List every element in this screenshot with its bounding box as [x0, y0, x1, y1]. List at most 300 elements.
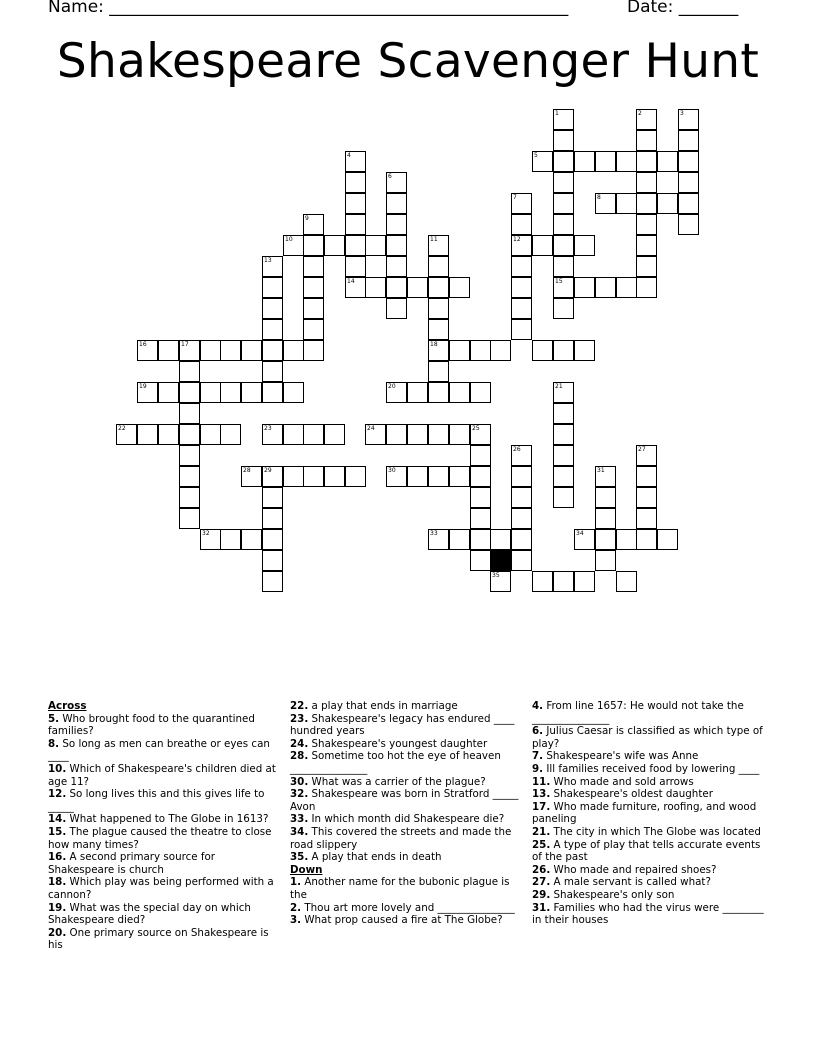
crossword-cell[interactable] [262, 340, 283, 361]
cell-number: 28 [243, 467, 251, 474]
clue-text: One primary source on Shakespeare is his [48, 926, 269, 952]
clue-number: 5. [48, 712, 60, 725]
clue-number: 15. [48, 825, 67, 838]
crossword-cell[interactable] [324, 424, 345, 445]
crossword-cell[interactable] [262, 361, 283, 382]
clue-text: What prop caused a fire at The Globe? [301, 914, 503, 927]
crossword-cell[interactable] [616, 529, 637, 550]
clue-number: 4. [532, 700, 544, 712]
crossword-cell[interactable] [449, 424, 470, 445]
crossword-cell[interactable] [303, 298, 324, 319]
crossword-cell[interactable] [490, 529, 511, 550]
crossword-cell[interactable] [241, 382, 262, 403]
crossword-cell[interactable] [470, 487, 491, 508]
crossword-cell[interactable] [553, 382, 574, 403]
crossword-cell[interactable] [511, 529, 532, 550]
crossword-cell[interactable] [616, 277, 637, 298]
cell-number: 21 [555, 383, 563, 390]
crossword-cell[interactable] [283, 235, 304, 256]
clue-text: Who made furniture, roofing, and wood paneling [532, 800, 757, 826]
clue-text: Julius Caesar is classified as which type of play? [532, 725, 763, 750]
crossword-cell[interactable] [262, 319, 283, 340]
crossword-cell[interactable] [345, 214, 366, 235]
clue-text: Who brought food to the quarantined families? [48, 712, 255, 738]
crossword-cell[interactable] [137, 340, 158, 361]
crossword-cell[interactable] [511, 277, 532, 298]
crossword-cell[interactable] [220, 340, 241, 361]
crossword-cell[interactable] [532, 571, 553, 592]
crossword-cell[interactable] [574, 151, 595, 172]
crossword-cell[interactable] [678, 172, 699, 193]
cell-number: 20 [388, 383, 396, 390]
clue-number: 11. [532, 775, 551, 788]
crossword-cell[interactable] [636, 109, 657, 130]
crossword-cell[interactable] [511, 466, 532, 487]
crossword-cell[interactable] [386, 298, 407, 319]
crossword-cell[interactable] [553, 424, 574, 445]
crossword-cell[interactable] [470, 529, 491, 550]
crossword-cell[interactable] [449, 382, 470, 403]
clue-number: 24. [290, 737, 309, 750]
crossword-cell[interactable] [657, 529, 678, 550]
name-field[interactable]: Name: ______________________________________________________ [48, 0, 569, 17]
crossword-cell[interactable] [179, 424, 200, 445]
crossword-cell[interactable] [678, 214, 699, 235]
crossword-cell[interactable] [636, 172, 657, 193]
cell-number: 19 [139, 383, 147, 390]
crossword-cell[interactable] [324, 235, 345, 256]
crossword-cell[interactable] [179, 340, 200, 361]
cell-number: 14 [347, 278, 355, 285]
clue-text: The plague caused the theatre to close how many times? [48, 825, 272, 851]
crossword-cell[interactable] [553, 193, 574, 214]
crossword-cell[interactable] [345, 277, 366, 298]
clue-item [532, 826, 764, 839]
crossword-cell[interactable] [595, 508, 616, 529]
crossword-cell[interactable] [532, 235, 553, 256]
crossword-cell[interactable] [616, 571, 637, 592]
clue-number: 3. [290, 914, 302, 927]
cell-number: 27 [638, 446, 646, 453]
crossword-cell[interactable] [407, 382, 428, 403]
crossword-cell[interactable] [262, 550, 283, 571]
crossword-cell[interactable] [262, 298, 283, 319]
clue-number: 6. [532, 725, 544, 738]
crossword-cell[interactable] [636, 151, 657, 172]
clue-text: So long lives this and this gives life to _____ [48, 788, 265, 813]
crossword-cell[interactable] [345, 466, 366, 487]
crossword-cell[interactable] [657, 151, 678, 172]
crossword-cell[interactable] [283, 382, 304, 403]
crossword-cell[interactable] [386, 214, 407, 235]
clue-number: 34. [290, 825, 309, 838]
crossword-cell[interactable] [511, 445, 532, 466]
clue-number: 22. [290, 700, 309, 712]
crossword-cell[interactable] [511, 319, 532, 340]
crossword-cell[interactable] [428, 424, 449, 445]
crossword-cell[interactable] [428, 298, 449, 319]
crossword-cell[interactable] [553, 256, 574, 277]
crossword-cell[interactable] [262, 466, 283, 487]
crossword-cell[interactable] [636, 235, 657, 256]
crossword-cell[interactable] [574, 529, 595, 550]
crossword-cell[interactable] [574, 571, 595, 592]
crossword-cell[interactable] [345, 193, 366, 214]
clue-number: 18. [48, 876, 67, 889]
crossword-cell[interactable] [200, 340, 221, 361]
crossword-cell[interactable] [428, 235, 449, 256]
clue-text: Shakespeare's oldest daughter [550, 788, 713, 801]
crossword-cell[interactable] [262, 487, 283, 508]
crossword-cell[interactable] [449, 340, 470, 361]
clue-item [48, 738, 276, 763]
crossword-cell[interactable] [324, 466, 345, 487]
clue-item [48, 826, 276, 851]
date-field[interactable]: Date: _______ [627, 0, 739, 17]
cell-number: 33 [430, 530, 438, 537]
cell-number: 3 [680, 110, 684, 117]
cell-number: 29 [264, 467, 272, 474]
crossword-cell[interactable] [428, 319, 449, 340]
crossword-cell[interactable] [553, 151, 574, 172]
clue-item [532, 876, 764, 889]
black-cell [490, 550, 511, 571]
crossword-cell[interactable] [553, 277, 574, 298]
crossword-cell[interactable] [407, 466, 428, 487]
cell-number: 10 [285, 236, 293, 243]
crossword-cell[interactable] [345, 256, 366, 277]
clue-text: Thou art more lovely and _______________ [301, 901, 515, 914]
cell-number: 16 [139, 341, 147, 348]
crossword-cell[interactable] [470, 550, 491, 571]
crossword-cell[interactable] [511, 487, 532, 508]
crossword-cell[interactable] [511, 256, 532, 277]
clue-item [290, 750, 522, 775]
crossword-cell[interactable] [179, 487, 200, 508]
clue-text: a play that ends in marriage [308, 700, 458, 712]
crossword-cell[interactable] [636, 277, 657, 298]
crossword-cell[interactable] [511, 214, 532, 235]
crossword-cell[interactable] [303, 319, 324, 340]
clue-section-heading [290, 864, 522, 877]
crossword-cell[interactable] [636, 529, 657, 550]
clue-text: Sometime too hot the eye of heaven _______________ [290, 750, 501, 775]
crossword-cell[interactable] [470, 508, 491, 529]
cell-number: 2 [638, 110, 642, 117]
cell-number: 18 [430, 341, 438, 348]
crossword-cell[interactable] [220, 529, 241, 550]
clue-item [290, 776, 522, 789]
crossword-cell[interactable] [386, 235, 407, 256]
crossword-cell[interactable] [241, 340, 262, 361]
clue-number: 7. [532, 750, 544, 763]
crossword-cell[interactable] [303, 277, 324, 298]
clue-text: What happened to The Globe in 1613? [66, 813, 269, 826]
crossword-cell[interactable] [428, 466, 449, 487]
crossword-cell[interactable] [470, 340, 491, 361]
crossword-cell[interactable] [220, 382, 241, 403]
crossword-cell[interactable] [179, 466, 200, 487]
crossword-cell[interactable] [470, 424, 491, 445]
clue-item [290, 788, 522, 813]
crossword-cell[interactable] [179, 361, 200, 382]
crossword-cell[interactable] [511, 235, 532, 256]
crossword-cell[interactable] [407, 424, 428, 445]
crossword-cell[interactable] [616, 193, 637, 214]
crossword-cell[interactable] [345, 172, 366, 193]
crossword-cell[interactable] [345, 151, 366, 172]
crossword-cell[interactable] [553, 298, 574, 319]
crossword-cell[interactable] [262, 571, 283, 592]
clue-text: Which of Shakespeare's children died at age 11? [48, 762, 276, 788]
clue-text: A play that ends in death [308, 851, 442, 864]
crossword-cell[interactable] [449, 529, 470, 550]
crossword-cell[interactable] [678, 193, 699, 214]
crossword-cell[interactable] [553, 571, 574, 592]
clue-text: A male servant is called what? [550, 876, 711, 889]
crossword-cell[interactable] [179, 382, 200, 403]
crossword-cell[interactable] [303, 424, 324, 445]
crossword-cell[interactable] [553, 172, 574, 193]
cell-number: 30 [388, 467, 396, 474]
crossword-cell[interactable] [532, 340, 553, 361]
crossword-cell[interactable] [553, 130, 574, 151]
crossword-cell[interactable] [179, 403, 200, 424]
crossword-cell[interactable] [428, 529, 449, 550]
crossword-cell[interactable] [636, 193, 657, 214]
clue-item [532, 750, 764, 763]
crossword-cell[interactable] [220, 424, 241, 445]
crossword-cell[interactable] [490, 571, 511, 592]
cell-number: 12 [513, 236, 521, 243]
crossword-cell[interactable] [532, 151, 553, 172]
crossword-cell[interactable] [386, 424, 407, 445]
crossword-cell[interactable] [262, 382, 283, 403]
crossword-cell[interactable] [179, 508, 200, 529]
clue-text: Who made and repaired shoes? [550, 863, 717, 876]
crossword-cell[interactable] [200, 529, 221, 550]
crossword-cell[interactable] [262, 256, 283, 277]
clue-item [48, 713, 276, 738]
clue-number: 16. [48, 851, 67, 864]
crossword-cell[interactable] [595, 277, 616, 298]
crossword-cell[interactable] [241, 529, 262, 550]
crossword-cell[interactable] [428, 382, 449, 403]
clue-text: What was the special day on which Shakespeare died? [48, 901, 251, 927]
clue-number: 1. [290, 876, 302, 889]
crossword-cell[interactable] [574, 277, 595, 298]
crossword-cell[interactable] [490, 340, 511, 361]
crossword-cell[interactable] [386, 466, 407, 487]
crossword-cell[interactable] [511, 193, 532, 214]
clue-number: 8. [48, 737, 60, 750]
crossword-cell[interactable] [283, 424, 304, 445]
crossword-cell[interactable] [511, 508, 532, 529]
crossword-cell[interactable] [595, 529, 616, 550]
clue-number: 12. [48, 788, 67, 801]
cell-number: 4 [347, 152, 351, 159]
crossword-cell[interactable] [158, 424, 179, 445]
crossword-cell[interactable] [470, 445, 491, 466]
crossword-cell[interactable] [511, 550, 532, 571]
crossword-cell[interactable] [636, 214, 657, 235]
clue-number: 26. [532, 863, 551, 876]
crossword-cell[interactable] [386, 277, 407, 298]
clue-number: 23. [290, 712, 309, 725]
clue-item [48, 788, 276, 813]
crossword-cell[interactable] [636, 508, 657, 529]
cell-number: 5 [534, 152, 538, 159]
crossword-cell[interactable] [428, 361, 449, 382]
cell-number: 13 [264, 257, 272, 264]
crossword-cell[interactable] [262, 277, 283, 298]
cell-number: 35 [492, 572, 500, 579]
crossword-cell[interactable] [595, 193, 616, 214]
crossword-cell[interactable] [574, 340, 595, 361]
clue-section-heading [48, 700, 276, 713]
crossword-cell[interactable] [553, 214, 574, 235]
crossword-cell[interactable] [262, 529, 283, 550]
clue-item [48, 851, 276, 876]
crossword-cell[interactable] [386, 193, 407, 214]
clue-item [532, 788, 764, 801]
clue-text: So long as men can breathe or eyes can ____ [48, 737, 270, 763]
cell-number: 24 [367, 425, 375, 432]
crossword-cell[interactable] [553, 403, 574, 424]
crossword-cell[interactable] [470, 466, 491, 487]
cell-number: 31 [597, 467, 605, 474]
crossword-cell[interactable] [200, 424, 221, 445]
crossword-cell[interactable] [595, 487, 616, 508]
crossword-cell[interactable] [303, 466, 324, 487]
crossword-cell[interactable] [345, 235, 366, 256]
crossword-cell[interactable] [636, 487, 657, 508]
crossword-cell[interactable] [553, 109, 574, 130]
crossword-cell[interactable] [636, 445, 657, 466]
clue-item [532, 889, 764, 902]
crossword-cell[interactable] [179, 445, 200, 466]
crossword-cell[interactable] [158, 340, 179, 361]
crossword-cell[interactable] [574, 235, 595, 256]
clue-text: From line 1657: He would not take the _______________ [532, 700, 744, 725]
crossword-cell[interactable] [365, 235, 386, 256]
crossword-cell[interactable] [386, 172, 407, 193]
clue-item [532, 700, 764, 725]
crossword-cell[interactable] [553, 340, 574, 361]
crossword-cell[interactable] [262, 508, 283, 529]
crossword-cell[interactable] [303, 214, 324, 235]
crossword-cell[interactable] [262, 424, 283, 445]
clue-number: 32. [290, 788, 309, 801]
clue-item [290, 738, 522, 751]
crossword-cell[interactable] [616, 151, 637, 172]
crossword-cell[interactable] [678, 109, 699, 130]
clue-item [532, 763, 764, 776]
clue-text: A type of play that tells accurate events of the past [532, 838, 761, 864]
crossword-cell[interactable] [553, 235, 574, 256]
clue-item [290, 902, 522, 915]
crossword-cell[interactable] [636, 466, 657, 487]
clue-item [48, 876, 276, 901]
crossword-cell[interactable] [158, 382, 179, 403]
crossword-cell[interactable] [303, 256, 324, 277]
crossword-cell[interactable] [303, 235, 324, 256]
crossword-cell[interactable] [595, 550, 616, 571]
crossword-cell[interactable] [595, 151, 616, 172]
crossword-cell[interactable] [116, 424, 137, 445]
crossword-cell[interactable] [365, 277, 386, 298]
crossword-cell[interactable] [428, 277, 449, 298]
clue-text: The city in which The Globe was located [550, 825, 761, 838]
crossword-cell[interactable] [303, 340, 324, 361]
clue-item [532, 864, 764, 877]
crossword-cell[interactable] [137, 424, 158, 445]
clue-column-1 [48, 700, 276, 952]
crossword-cell[interactable] [636, 256, 657, 277]
crossword-cell[interactable] [511, 298, 532, 319]
clue-item [48, 763, 276, 788]
clue-number: 28. [290, 750, 309, 763]
cell-number: 1 [555, 110, 559, 117]
crossword-cell[interactable] [678, 151, 699, 172]
cell-number: 15 [555, 278, 563, 285]
crossword-cell[interactable] [386, 382, 407, 403]
crossword-cell[interactable] [678, 130, 699, 151]
crossword-cell[interactable] [636, 130, 657, 151]
clue-item [48, 813, 276, 826]
cell-number: 11 [430, 236, 438, 243]
clue-text: Which play was being performed with a cannon? [48, 876, 274, 901]
crossword-cell[interactable] [553, 487, 574, 508]
crossword-cell[interactable] [470, 382, 491, 403]
crossword-cell[interactable] [200, 382, 221, 403]
clue-item [48, 927, 276, 952]
clue-text: In which month did Shakespeare die? [308, 813, 505, 826]
crossword-cell[interactable] [657, 193, 678, 214]
cell-number: 34 [576, 530, 584, 537]
crossword-cell[interactable] [595, 466, 616, 487]
crossword-cell[interactable] [241, 466, 262, 487]
cell-number: 7 [513, 194, 517, 201]
clue-text: Who made and sold arrows [550, 775, 694, 788]
crossword-cell[interactable] [386, 256, 407, 277]
crossword-cell[interactable] [428, 256, 449, 277]
crossword-cell[interactable] [449, 277, 470, 298]
clue-text: Shakespeare was born in Stratford _____ Avon [290, 788, 519, 813]
cell-number: 26 [513, 446, 521, 453]
clue-number: 10. [48, 762, 67, 775]
crossword-cell[interactable] [283, 340, 304, 361]
clue-text: Shakespeare's youngest daughter [308, 737, 488, 750]
clue-text: Families who had the virus were ________ in their houses [532, 901, 764, 927]
cell-number: 6 [388, 173, 392, 180]
clue-number: 30. [290, 775, 309, 788]
clue-item [290, 713, 522, 738]
crossword-cell[interactable] [407, 277, 428, 298]
crossword-cell[interactable] [553, 466, 574, 487]
crossword-cell[interactable] [365, 424, 386, 445]
crossword-cell[interactable] [137, 382, 158, 403]
clue-text: What was a carrier of the plague? [308, 775, 486, 788]
crossword-cell[interactable] [449, 466, 470, 487]
clue-number: 2. [290, 901, 302, 914]
clue-item [532, 725, 764, 750]
clue-number: 13. [532, 788, 551, 801]
crossword-cell[interactable] [283, 466, 304, 487]
clue-text: Another name for the bubonic plague is the [290, 876, 510, 901]
crossword-cell[interactable] [428, 340, 449, 361]
crossword-cell[interactable] [553, 445, 574, 466]
